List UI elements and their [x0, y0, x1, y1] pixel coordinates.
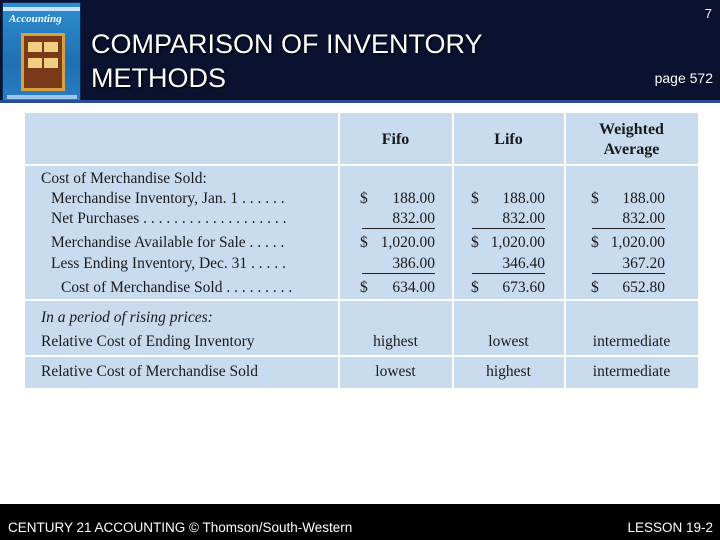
row-label-net-purchases: Net Purchases . . . . . . . . . . . . . . . . . . . — [51, 210, 287, 227]
wa-relative-ending: intermediate — [592, 333, 671, 350]
column-header-weighted-average — [565, 120, 698, 160]
cover-door-illustration — [21, 33, 65, 91]
door-pane — [44, 58, 58, 68]
wa-merchandise-inventory: 188.00 — [622, 190, 665, 207]
dollar-sign: $ — [360, 279, 368, 296]
dollar-sign: $ — [471, 234, 479, 251]
lifo-available-for-sale: 1,020.00 — [490, 234, 545, 251]
fifo-net-purchases: 832.00 — [362, 210, 435, 229]
wa-cost-of-merchandise-sold: 652.80 — [622, 279, 665, 296]
fifo-relative-ending: highest — [373, 333, 418, 350]
lifo-less-ending-inventory: 346.40 — [472, 255, 545, 274]
fifo-relative-sold: lowest — [375, 363, 416, 380]
dollar-sign: $ — [591, 234, 599, 251]
cover-footer-band — [7, 95, 77, 99]
lifo-relative-ending: lowest — [488, 333, 529, 350]
column-header-wa-line1: Weighted — [599, 121, 664, 138]
lifo-net-purchases: 832.00 — [472, 210, 545, 229]
door-pane — [28, 42, 42, 52]
dollar-sign: $ — [471, 190, 479, 207]
row-label-cost-of-merchandise-sold: Cost of Merchandise Sold . . . . . . . . . — [61, 279, 293, 296]
wa-relative-sold: intermediate — [592, 363, 671, 380]
wa-less-ending-inventory: 367.20 — [592, 255, 665, 274]
row-label-merchandise-inventory: Merchandise Inventory, Jan. 1 . . . . . . — [51, 190, 285, 207]
dollar-sign: $ — [591, 190, 599, 207]
row-label-available-for-sale: Merchandise Available for Sale . . . . . — [51, 234, 285, 251]
cover-title: Accounting — [9, 13, 62, 25]
header-row-divider — [25, 164, 698, 166]
slide-title-line2: METHODS — [91, 63, 226, 93]
door-pane — [44, 42, 58, 52]
textbook-cover-image — [2, 2, 81, 102]
slide-title — [91, 27, 561, 95]
dollar-sign: $ — [591, 279, 599, 296]
row-divider — [25, 355, 698, 357]
column-header-wa-line2: Average — [603, 141, 660, 158]
footer-publisher: CENTURY 21 ACCOUNTING © Thomson/South-Western — [8, 520, 353, 535]
slide-number: 7 — [704, 6, 712, 21]
row-label-cost-heading: Cost of Merchandise Sold: — [41, 170, 207, 187]
cover-stripe — [3, 7, 80, 11]
row-label-relative-cost-ending-inventory: Relative Cost of Ending Inventory — [41, 333, 255, 350]
lifo-merchandise-inventory: 188.00 — [502, 190, 545, 207]
fifo-less-ending-inventory: 386.00 — [362, 255, 435, 274]
door-pane — [28, 58, 42, 68]
row-label-relative-cost-merchandise-sold: Relative Cost of Merchandise Sold — [41, 363, 258, 380]
fifo-available-for-sale: 1,020.00 — [380, 234, 435, 251]
fifo-cost-of-merchandise-sold: 634.00 — [392, 279, 435, 296]
section-divider — [25, 299, 698, 301]
dollar-sign: $ — [360, 190, 368, 207]
lifo-relative-sold: highest — [486, 363, 531, 380]
header-divider — [0, 100, 720, 103]
row-label-less-ending-inventory: Less Ending Inventory, Dec. 31 . . . . . — [51, 255, 286, 272]
slide-header — [0, 0, 720, 102]
footer-lesson: LESSON 19-2 — [627, 520, 713, 535]
row-label-rising-prices: In a period of rising prices: — [41, 309, 213, 326]
lifo-cost-of-merchandise-sold: 673.60 — [502, 279, 545, 296]
inventory-comparison-table — [25, 113, 698, 388]
wa-net-purchases: 832.00 — [592, 210, 665, 229]
column-header-fifo: Fifo — [381, 131, 410, 148]
dollar-sign: $ — [471, 279, 479, 296]
column-header-lifo: Lifo — [494, 131, 523, 148]
dollar-sign: $ — [360, 234, 368, 251]
fifo-merchandise-inventory: 188.00 — [392, 190, 435, 207]
slide-title-line1: COMPARISON OF INVENTORY — [91, 29, 483, 59]
slide-footer — [0, 504, 720, 540]
wa-available-for-sale: 1,020.00 — [610, 234, 665, 251]
page-reference: page 572 — [654, 70, 713, 86]
